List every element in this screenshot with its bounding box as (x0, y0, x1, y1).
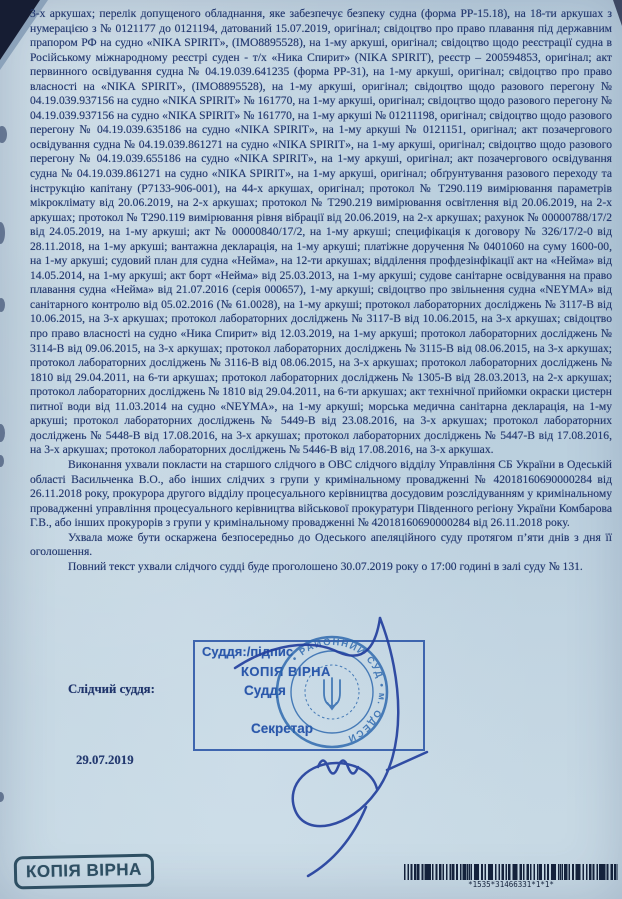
stamp-judge-line: Суддя (244, 683, 286, 698)
stamp-secretary-line: Секретар (251, 721, 313, 736)
paragraph-execution-order: Виконання ухвали покласти на старшого слідчого в ОВС слідчого відділу Управління СБ України в Одеській області Васильченка В.О., або інших слідчих з групи у кримінальному провадженні № 42018160690000284 від 26.11.2018 року, прокурора другого відділу процесуального керівництва досудовим розслідуванням у кримінальному провадженні управління процесуального керівництва військової прокуратури Південного регіону України Комбарова Г.В., або інших прокурорів з групи у кримінальному провадженні № 42018160690000284 від 26.11.2018 року. (30, 457, 612, 530)
seal-and-signature-overlay (180, 600, 480, 880)
copy-true-stamp: КОПІЯ ВІРНА (14, 854, 155, 890)
paragraph-evidence-list: 3-х аркушах; перелік допущеного обладнання, яке забезпечує безпеку судна (форма РР-15.18), на 18-ти аркушах з нумерацією з № 0121177 до 0121194, датований 15.07.2019, оригінал; свідоцтво про право плавання під державним прапором РФ на судно «NIKA SPIRIT», (ІМО8895528), на 1-му аркуші, оригінал; свідоцтво щодо реєстрації судна в Російському міжнародному реєстрі суден - т/х «Ника Спирит» (NIKA SPIRIT), реєстр – 200594853, оригінал; акт первинного освідування судна № 04.19.039.641235 (форма РР-31), на 1-му аркуші, оригінал; свідоцтво про право власності на «NIKA SPIRIT», (ІМО8895528), на 1-му аркуші, оригінал; свідоцтво щодо разового перегону № 04.19.039.937156 на судно «NIKA SPIRIT» № 161770, на 1-му аркуші, оригінал; свідоцтво щодо разового перегону № 04.19.039.937156 на судно «NIKA SPIRIT» № 161770, на 1-му аркуші № 01211198, оригінал; свідоцтво щодо разового перегону № 04.19.039.635186 на судно «NIKA SPIRIT», на 1-му аркуші № 0121151, оригінал; акт позачергового освідування судна № 04.19.039.861271 на судно «NIKA SPIRIT», на 1-му аркуші, оригінал; свідоцтво щодо разового перегону № 04.19.039.655186 на судно «NIKA SPIRIT», на 1-му аркуші, оригінал; акт позачергового освідування судна № 04.19.039.861271 на судно «NIKA SPIRIT», на 1-му аркуші, оригінал; обґрунтування разового переходу та інструкцію капітану (Р7133-906-001), на 44-х аркушах, оригінал; протокол № Т290.119 вимірювання параметрів мікроклімату від 20.06.2019, на 2-х аркушах; протокол № Т290.219 вимірювання освітлення від 20.06.2019, на 2-х аркушах; протокол № Т290.119 вимірювання рівня вібрації від 20.06.2019, на 2-х аркушах; рахунок № 00000788/17/2 від 24.05.2019, на 1-му аркуші; акт № 00000840/17/2, на 1-му аркуші; специфікація к договору № 326/17/2-0 від 28.11.2018, на 1-му аркуші; вантажна декларація, на 1-му аркуші; платіжне доручення № 0401060 на суму 1600-00, на 1-му аркуші; судовий план для судна «Нейма», на 12-ти аркушах; відділення профдезінфікації акт на «Нейма» від 14.05.2014, на 1-му аркуші; акт борт «Нейма» від 25.03.2013, на 1-му аркуші; судове санітарне освідування на право плавання судна «Нейма» від 21.07.2016 (серія 000657), 1-му аркуші; свідоцтво про звільнення судна «NEYMA» від санітарного контролю від 05.02.2016 (№ 61.0028), на 1-му аркуші; протокол лабораторних досліджень № 3117-В від 10.06.2015, на 3-х аркушах; протокол лабораторних досліджень № 3117-В від 10.06.2015, на 3-х аркушах; свідоцтво про право власності на судно «Ника Спирит» від 12.03.2019, на 1-му аркуші; протокол лабораторних досліджень № 3114-В від 09.06.2015, на 3-х аркушах; протокол лабораторних досліджень № 3115-В від 08.06.2015, на 3-х аркушах; протокол лабораторних досліджень № 3116-В від 08.06.2015, на 3-х аркушах; протокол лабораторних досліджень № 1810 від 29.04.2011, на 6-ти аркушах; протокол лабораторних досліджень № 1305-В від 28.03.2013, на 2-х аркушах; протокол лабораторних досліджень № 1810 від 29.04.2011, на 6-ти аркушах; акт технічної прийомки окраски цистерн питної води від 11.03.2014 на судно «NEYMA», на 1-му аркуші; морська медична санітарна декларація, на 1-му аркуші; протокол лабораторних досліджень № 5449-В від 23.08.2016, на 3-х аркушах; протокол лабораторних досліджень № 5448-В від 17.08.2016, на 3-х аркушах; протокол лабораторних досліджень № 5447-В від 17.08.2016, на 3-х аркушах; протокол лабораторних досліджень № 5446-В від 17.08.2016, на 3-х аркушах. (30, 7, 612, 457)
scan-smudge (0, 455, 4, 467)
paragraph-appeal-rights: Ухвала може бути оскаржена безпосередньо до Одеського апеляційного суду протягом п’яти днів з дня її оголошення. (30, 530, 612, 559)
investigating-judge-label: Слідчий суддя: (68, 682, 155, 696)
scan-smudge (0, 792, 4, 802)
paragraph-full-text-announcement: Повний текст ухвали слідчого судді буде проголошено 30.07.2019 року о 17:00 годині в залі суду № 131. (68, 559, 583, 573)
barcode (404, 864, 618, 889)
document-date: 29.07.2019 (76, 753, 134, 767)
scan-smudge (0, 424, 5, 442)
scan-edge-artifact (613, 0, 622, 26)
seal-ring-text: • РАЙОННИЙ СУД • м. ОДЕСИ (289, 636, 388, 745)
stamp-copy-line: КОПІЯ ВІРНА (241, 664, 331, 679)
court-round-seal (277, 637, 387, 747)
barcode-bars (404, 864, 618, 880)
scan-smudge (0, 126, 7, 143)
scan-smudge (0, 222, 5, 244)
document-body (30, 7, 612, 574)
stamp-judge-signature-line: Суддя:/підпис (202, 644, 294, 659)
scan-smudge (0, 298, 5, 312)
barcode-text: *1535*31466331*1*1* (468, 880, 554, 889)
trident-emblem (324, 678, 340, 709)
